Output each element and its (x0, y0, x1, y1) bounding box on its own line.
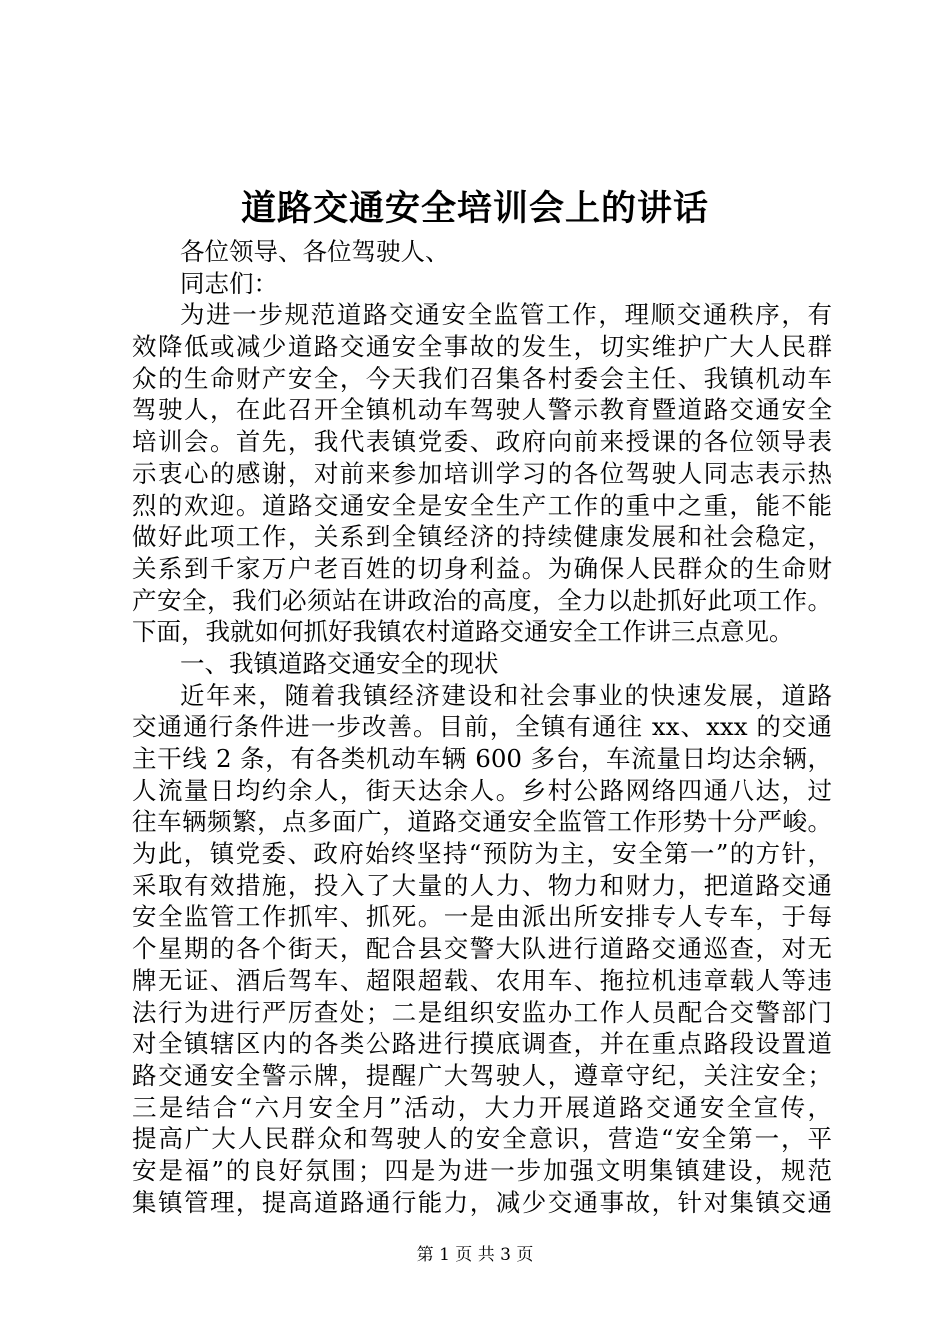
paragraph-line: 下面，我就如何抓好我镇农村道路交通安全工作讲三点意见。 (132, 617, 794, 647)
paragraph-line: 交通通行条件进一步改善。目前，全镇有通往 xx、xxx 的交通 (132, 712, 832, 742)
salutation-line: 各位领导、各位驾驶人、 (180, 237, 450, 266)
paragraph-line: 个星期的各个街天，配合县交警大队进行道路交通巡查，对无 (132, 934, 832, 964)
salutation-line: 同志们： (180, 268, 278, 298)
document-title: 道路交通安全培训会上的讲话 (240, 188, 709, 229)
paragraph-line: 为进一步规范道路交通安全监管工作，理顺交通秩序，有 (180, 300, 832, 330)
paragraph-line: 三是结合“六月安全月”活动，大力开展道路交通安全宣传， (132, 1092, 832, 1122)
paragraph-line: 为此，镇党委、政府始终坚持“预防为主，安全第一”的方针， (132, 839, 832, 869)
paragraph-line: 安是福”的良好氛围；四是为进一步加强文明集镇建设，规范 (132, 1155, 832, 1185)
paragraph-line: 采取有效措施，投入了大量的人力、物力和财力，把道路交通 (132, 870, 832, 900)
section-heading: 一、我镇道路交通安全的现状 (180, 648, 499, 678)
paragraph-line: 培训会。首先，我代表镇党委、政府向前来授课的各位领导表 (132, 427, 832, 457)
paragraph-line: 驾驶人，在此召开全镇机动车驾驶人警示教育暨道路交通安全 (132, 395, 832, 425)
paragraph-line: 路交通安全警示牌，提醒广大驾驶人，遵章守纪，关注安全； (132, 1060, 832, 1090)
paragraph-line: 主干线 2 条，有各类机动车辆 600 多台，车流量日均达余辆， (132, 744, 832, 773)
paragraph-line: 产安全，我们必须站在讲政治的高度，全力以赴抓好此项工作。 (132, 585, 832, 615)
paragraph-line: 示衷心的感谢，对前来参加培训学习的各位驾驶人同志表示热 (132, 458, 832, 488)
paragraph-line: 提高广大人民群众和驾驶人的安全意识，营造“安全第一，平 (132, 1124, 832, 1154)
paragraph-line: 集镇管理，提高道路通行能力，减少交通事故，针对集镇交通 (132, 1187, 832, 1217)
paragraph-line: 做好此项工作，关系到全镇经济的持续健康发展和社会稳定， (132, 522, 832, 552)
paragraph-line: 安全监管工作抓牢、抓死。一是由派出所安排专人专车，于每 (132, 902, 832, 932)
paragraph-line: 对全镇辖区内的各类公路进行摸底调查，并在重点路段设置道 (132, 1029, 832, 1059)
page-footer: 第 1 页 共 3 页 (416, 1245, 534, 1265)
paragraph-line: 众的生命财产安全，今天我们召集各村委会主任、我镇机动车 (132, 363, 832, 393)
paragraph-line: 牌无证、酒后驾车、超限超载、农用车、拖拉机违章载人等违 (132, 965, 832, 995)
paragraph-line: 法行为进行严厉查处；二是组织安监办工作人员配合交警部门 (132, 997, 832, 1027)
paragraph-line: 烈的欢迎。道路交通安全是安全生产工作的重中之重，能不能 (132, 490, 832, 520)
paragraph-line: 人流量日均约余人，街天达余人。乡村公路网络四通八达，过 (132, 775, 832, 805)
paragraph-line: 近年来，随着我镇经济建设和社会事业的快速发展，道路 (180, 680, 832, 710)
paragraph-line: 效降低或减少道路交通安全事故的发生，切实维护广大人民群 (132, 332, 832, 362)
paragraph-line: 关系到千家万户老百姓的切身利益。为确保人民群众的生命财 (132, 553, 832, 583)
paragraph-line: 往车辆频繁，点多面广，道路交通安全监管工作形势十分严峻。 (132, 807, 832, 837)
document-body (132, 236, 832, 1218)
